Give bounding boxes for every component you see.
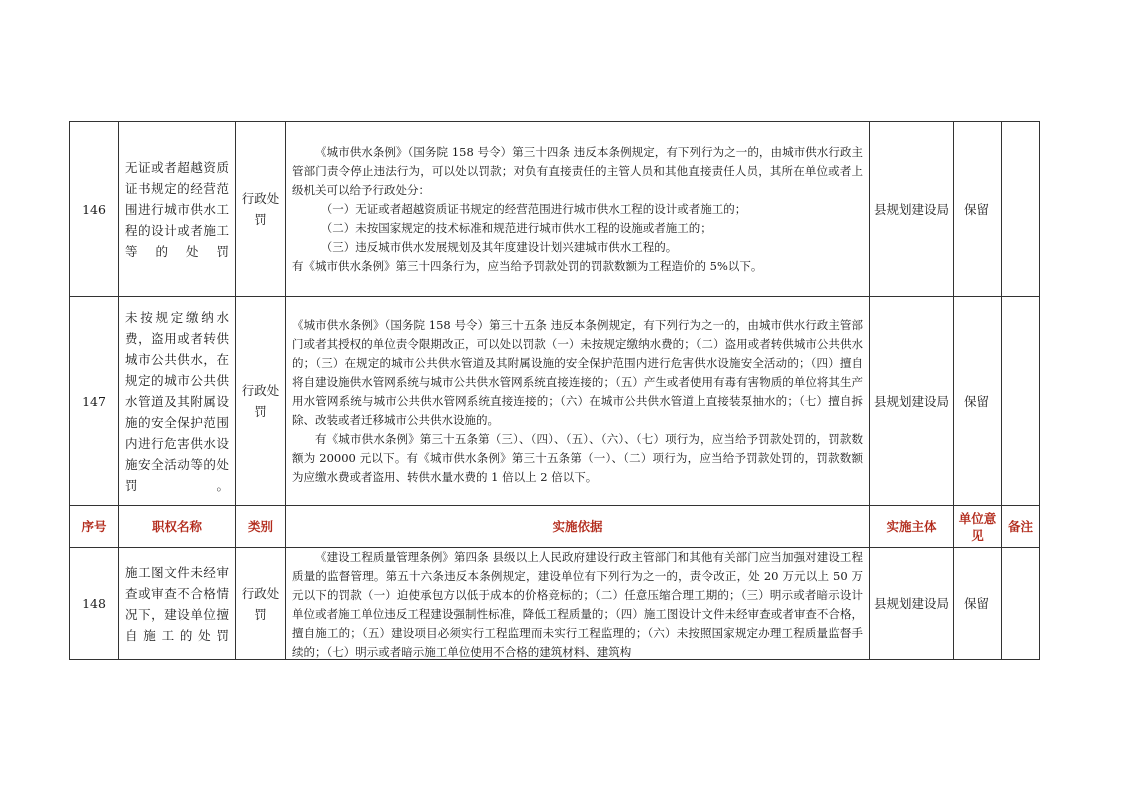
basis-paragraph: （三）违反城市供水发展规划及其年度建设计划兴建城市供水工程的。 — [320, 239, 678, 254]
basis-paragraph: （二）未按国家规定的技术标准和规范进行城市供水工程的设施或者施工的； — [320, 220, 712, 235]
row-number: 146 — [70, 122, 119, 297]
remark — [1002, 297, 1040, 506]
row-number: 148 — [70, 548, 119, 660]
table-row — [70, 548, 1040, 660]
remark — [1002, 548, 1040, 660]
header-opinion: 单位意见 — [954, 506, 1002, 548]
category: 行政处罚 — [236, 122, 286, 297]
header-basis: 实施依据 — [286, 506, 870, 548]
header-name: 职权名称 — [119, 506, 236, 548]
basis-paragraph: 《城市供水条例》（国务院 158 号令）第三十四条 违反本条例规定，有下列行为之一的，由城市供水行政主管部门责令停止违法行为，可以处以罚款；对负有直接责任的主管人员和其他直接责任人员，其所在单位或者上级机关可以给予行政处分： — [292, 144, 863, 197]
category: 行政处罚 — [236, 297, 286, 506]
implementation-basis — [286, 122, 870, 297]
implementation-basis — [286, 548, 870, 660]
implementing-subject: 县规划建设局 — [870, 122, 954, 297]
implementation-basis — [286, 297, 870, 506]
authority-name: 未按规定缴纳水费，盗用或者转供城市公共供水，在规定的城市公共供水管道及其附属设施的安全保护范围内进行危害供水设施安全活动等的处罚。 — [119, 297, 236, 506]
basis-paragraph: 《建设工程质量管理条例》第四条 县级以上人民政府建设行政主管部门和其他有关部门应当加强对建设工程质量的监督管理。第五十六条违反本条例规定，建设单位有下列行为之一的，责令改正，处 20 万元以上 50 万元以下的罚款（一）迫使承包方以低于成本的价格竞标的；（二）任意压缩合理工期的；（三）明示或者暗示设计单位或者施工单位违反工程建设强制性标准，降低工程质量的；（四）施工图设计文件未经审查或者审查不合格，擅自施工的；（五）建设项目必须实行工程监理而未实行工程监理的；（六）未按照国家规定办理工程质量监督手续的；（七）明示或者暗示施工单位使用不合格的建筑材料、建筑构 — [292, 550, 863, 658]
authority-table — [69, 121, 1040, 660]
authority-name: 无证或者超越资质证书规定的经营范围进行城市供水工程的设计或者施工等的处罚 — [119, 122, 236, 297]
header-remark: 备注 — [1002, 506, 1040, 548]
basis-paragraph: 《城市供水条例》（国务院 158 号令）第三十五条 违反本条例规定，有下列行为之一的，由城市供水行政主管部门或者其授权的单位责令限期改正，可以处以罚款（一）未按规定缴纳水费的；（二）盗用或者转供城市公共供水的；（三）在规定的城市公共供水管道及其附属设施的安全保护范围内进行危害供水设施安全活动的；（四）擅自将自建设施供水管网系统与城市公共供水管网系统直接连接的；（五）产生或者使用有毒有害物质的单位将其生产用水管网系统与城市公共供水管网系统直接连接的；（六）在城市公共供水管道上直接装泵抽水的；（七）擅自拆除、改装或者迁移城市公共供水设施的。 — [292, 317, 863, 427]
unit-opinion: 保留 — [954, 122, 1002, 297]
unit-opinion: 保留 — [954, 548, 1002, 660]
table-row — [70, 122, 1040, 297]
basis-paragraph: 有《城市供水条例》第三十五条第（三）、（四）、（五）、（六）、（七）项行为，应当给予罚款处罚的，罚款数额为 20000 元以下。有《城市供水条例》第三十五条第（一）、（二）项行为，应当给予罚款处罚的，罚款数额为应缴水费或者盗用、转供水量水费的 1 倍以上 2 倍以下。 — [292, 431, 863, 484]
implementing-subject: 县规划建设局 — [870, 297, 954, 506]
table-header-row — [70, 506, 1040, 548]
category: 行政处罚 — [236, 548, 286, 660]
implementing-subject: 县规划建设局 — [870, 548, 954, 660]
remark — [1002, 122, 1040, 297]
basis-paragraph: 有《城市供水条例》第三十四条行为，应当给予罚款处罚的罚款数额为工程造价的 5%以下。 — [292, 258, 763, 273]
table-row — [70, 297, 1040, 506]
unit-opinion: 保留 — [954, 297, 1002, 506]
basis-paragraph: （一）无证或者超越资质证书规定的经营范围进行城市供水工程的设计或者施工的； — [320, 201, 747, 216]
header-category: 类别 — [236, 506, 286, 548]
header-no: 序号 — [70, 506, 119, 548]
authority-name: 施工图文件未经审查或审查不合格情况下，建设单位擅自施工的处罚 — [119, 548, 236, 660]
header-subject: 实施主体 — [870, 506, 954, 548]
row-number: 147 — [70, 297, 119, 506]
